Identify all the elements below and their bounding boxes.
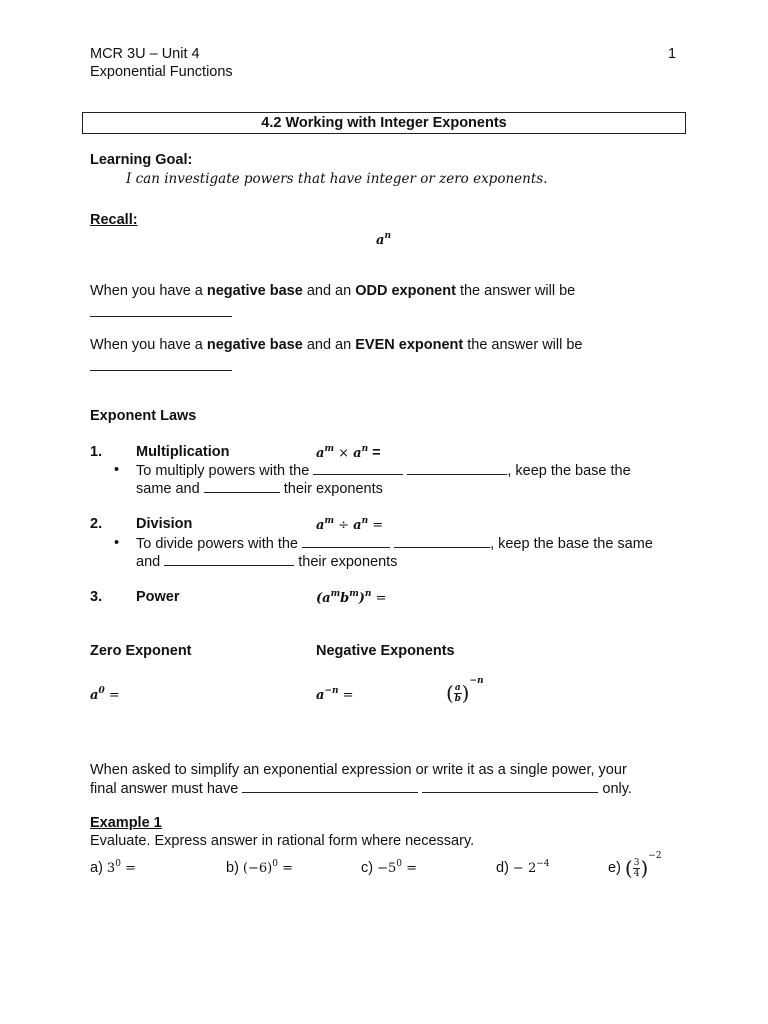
example-item-b: b) $(-6)^0$ = bbox=[226, 859, 293, 876]
example-item-a: a) $3^0$ = bbox=[90, 859, 136, 876]
law-1-number: 1. bbox=[90, 444, 103, 460]
course-code: MCR 3U – Unit 4 bbox=[90, 46, 200, 62]
power-expression: $(a^mb^m)^n$ = bbox=[316, 589, 387, 606]
division-label: Division bbox=[136, 516, 193, 532]
recall-label: Recall: bbox=[90, 212, 138, 228]
law-3-number: 3. bbox=[90, 589, 103, 605]
negative-exponents-heading: Negative Exponents bbox=[316, 643, 455, 659]
division-rule-line2: and their exponents bbox=[136, 554, 398, 570]
learning-goal-label: Learning Goal: bbox=[90, 152, 193, 168]
example-item-d: $d) - 2^{-4}$ bbox=[496, 859, 550, 876]
recall-expression: $a^n$ bbox=[376, 231, 391, 248]
multiplication-expression: $a^m \times a^n$ = bbox=[316, 444, 381, 461]
negative-odd-blank[interactable] bbox=[90, 304, 232, 317]
bullet-icon: • bbox=[114, 462, 120, 478]
page-title: 4.2 Working with Integer Exponents bbox=[82, 112, 686, 134]
zero-exponent-expression: $a^0$ = bbox=[90, 686, 120, 703]
negative-even-statement: When you have a negative base and an EVEN exponent the answer will be bbox=[90, 337, 583, 353]
law-2-number: 2. bbox=[90, 516, 103, 532]
simplify-statement-line2: final answer must have only. bbox=[90, 781, 632, 797]
example-item-c: $c) -5^0$ = bbox=[361, 859, 418, 876]
unit-title: Exponential Functions bbox=[90, 64, 233, 80]
example-1-instruction: Evaluate. Express answer in rational form where necessary. bbox=[90, 833, 475, 849]
negative-odd-statement: When you have a negative base and an ODD exponent the answer will be bbox=[90, 283, 576, 299]
zero-exponent-heading: Zero Exponent bbox=[90, 643, 192, 659]
division-rule-line1: To divide powers with the , keep the base the same bbox=[136, 536, 653, 552]
example-1-label: Example 1 bbox=[90, 815, 162, 831]
power-label: Power bbox=[136, 589, 180, 605]
negative-exponent-fraction: ( $\frac{a}{b}$ )$^{-n}$ bbox=[446, 676, 484, 706]
page-number: 1 bbox=[668, 46, 677, 62]
multiplication-rule-line2: same and their exponents bbox=[136, 481, 383, 497]
multiplication-rule-line1: To multiply powers with the , keep the base the bbox=[136, 463, 631, 479]
exponent-laws-heading: Exponent Laws bbox=[90, 408, 197, 424]
bullet-icon: • bbox=[114, 535, 120, 551]
negative-exponent-expression: $a^{-n}$ = bbox=[316, 686, 354, 703]
division-expression: $a^m \div a^n$ = bbox=[316, 516, 384, 533]
negative-even-blank[interactable] bbox=[90, 358, 232, 371]
learning-goal-text: I can investigate powers that have integer or zero exponents. bbox=[126, 171, 548, 187]
example-item-e: e) ( $\frac{3}{4}$ )$^{-2}$ bbox=[608, 851, 662, 881]
multiplication-label: Multiplication bbox=[136, 444, 230, 460]
simplify-statement-line1: When asked to simplify an exponential expression or write it as a single power, your bbox=[90, 762, 627, 778]
